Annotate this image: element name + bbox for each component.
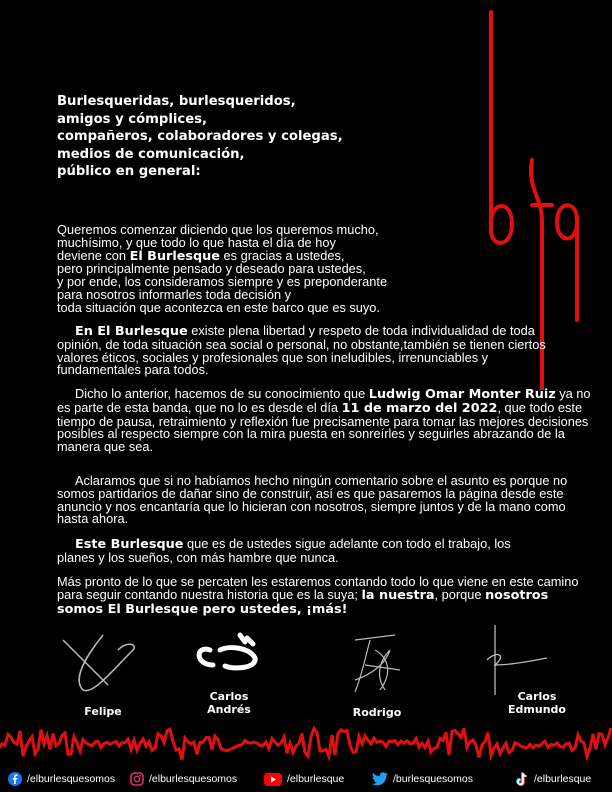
signature-name <box>482 690 592 716</box>
date: 11 de marzo del 2022 <box>341 400 498 416</box>
instagram-handle: /elburlesquesomos <box>149 773 238 785</box>
text-line: y por ende, los consideramos siempre y es preponderante <box>57 274 388 290</box>
youtube-link[interactable] <box>264 773 344 786</box>
signature-name <box>174 690 284 716</box>
greeting-line: medios de comunicación, <box>57 146 245 162</box>
facebook-icon <box>8 772 22 786</box>
greeting <box>57 93 387 181</box>
greeting-line: Burlesqueridas, burlesqueridos, <box>57 94 296 109</box>
signature-mark <box>325 620 425 700</box>
paragraph-intro <box>57 224 597 315</box>
greeting-line: amigos y cómplices, <box>57 111 208 127</box>
twitter-icon <box>372 772 388 786</box>
signature-name: Rodrigo <box>352 706 402 719</box>
text-span: , que todo este tiempo de pausa, retraimiento y reflexión fue precisamente para tomar las mejores decisiones posibles al respecto siempre con la mira puesta en sonreírles y seguirles abrazando de la manera que sea. <box>57 399 589 455</box>
text-line: toda situación que acontezca en este barco que es suyo. <box>57 299 380 315</box>
paragraph-forward <box>57 538 537 565</box>
emphasis: nosotros somos El Burlesque pero ustedes, ¡más! <box>57 587 549 617</box>
name-line: Carlos <box>517 690 557 703</box>
text-span: deviene con <box>57 247 130 263</box>
greeting-line: público en general: <box>57 164 201 179</box>
name-line: Carlos <box>209 690 249 703</box>
facebook-link[interactable] <box>8 772 115 786</box>
paragraph-closing <box>57 576 597 616</box>
name-line: Andrés <box>207 703 251 716</box>
youtube-icon <box>264 773 282 786</box>
text-span: es gracias a ustedes, <box>219 247 345 263</box>
paragraph-clarification <box>57 475 597 526</box>
text-span: Dicho lo anterior, hacemos de su conocimiento que <box>75 386 369 401</box>
text-span: Aclaramos que si no habíamos hecho ningún comentario sobre el asunto es porque no somos partidarios de dañar sino de construir, así es que pasaremos la página desde este anuncio y nos encantaría que lo hicieran con nosotros, siempre juntos y de la mano como hasta ahora. <box>57 473 568 527</box>
text-line: Queremos comenzar diciendo que los queremos mucho, <box>57 222 379 237</box>
tiktok-link[interactable] <box>515 772 591 787</box>
band-name: El Burlesque <box>129 248 220 264</box>
name-line: Edmundo <box>508 703 566 716</box>
text-line: para nosotros informarles toda decisión y <box>57 286 292 302</box>
red-scribble-band <box>0 720 612 768</box>
band-name: En El Burlesque <box>75 324 188 339</box>
text-span: , porque <box>434 586 486 602</box>
signature-mark <box>175 620 275 690</box>
twitter-handle: /burlesquesomos <box>393 773 473 785</box>
signature-name: Felipe <box>84 705 122 718</box>
text-line: pero principalmente pensado y deseado para ustedes, <box>57 261 366 277</box>
paragraph-freedom <box>57 325 547 377</box>
text-line: muchísimo, y que todo lo que hasta el día de hoy <box>57 234 336 250</box>
tiktok-icon <box>515 772 529 787</box>
twitter-link[interactable] <box>372 772 473 786</box>
instagram-icon <box>130 772 144 786</box>
text-span: que es de ustedes sigue adelante con todo el trabajo, los planes y los sueños, con más hambre que nunca. <box>57 536 511 565</box>
tiktok-handle: /elburlesque <box>534 773 592 785</box>
text-span: ya no es parte de esta banda, que no lo es desde el día <box>57 386 591 415</box>
social-footer <box>0 768 612 790</box>
band-name: Este Burlesque <box>75 537 184 552</box>
text-span: existe plena libertad y respeto de toda individualidad de toda opinión, de toda situación sea social o personal, no obstante,también se tienen ciertos valores éticos, sociales y profesionales que son ineludibles, irrenunciables y fundamentales para todos. <box>57 323 546 378</box>
instagram-link[interactable] <box>130 772 237 786</box>
signature-mark <box>467 620 567 700</box>
greeting-line: compañeros, colaboradores y colegas, <box>57 129 343 144</box>
member-name: Ludwig Omar Monter Ruiz <box>368 387 556 402</box>
signature-mark <box>53 620 153 700</box>
text-span: Más pronto de lo que se percaten les estaremos contando todo lo que viene en este camino para seguir contando nuestra historia que es la suya; <box>57 574 579 602</box>
youtube-handle: /elburlesque <box>287 773 345 785</box>
facebook-handle: /elburlesquesomos <box>27 773 116 785</box>
emphasis: la nuestra <box>361 587 435 603</box>
paragraph-announcement <box>57 388 597 454</box>
